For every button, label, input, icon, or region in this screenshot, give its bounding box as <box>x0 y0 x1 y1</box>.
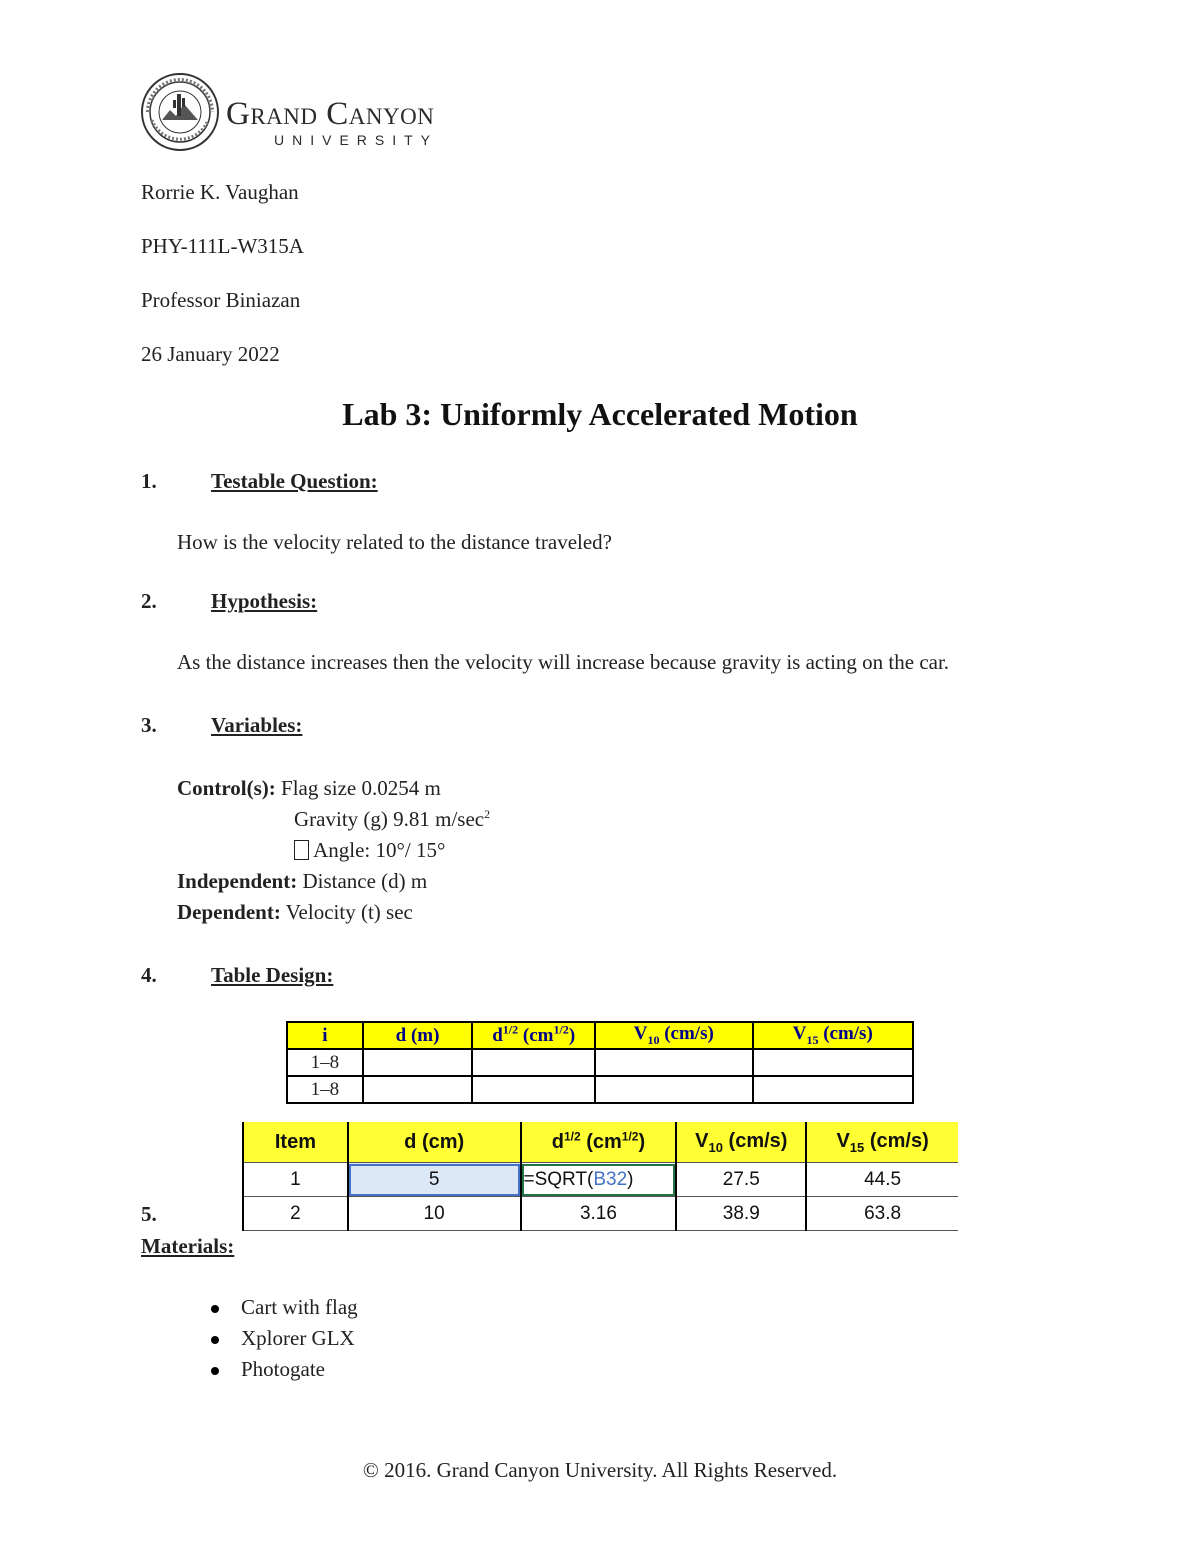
table-cell[interactable]: 44.5 <box>806 1163 958 1197</box>
section-5-number: 5. <box>141 1202 157 1226</box>
table-cell[interactable]: 3.16 <box>521 1197 677 1231</box>
table-cell[interactable]: 2 <box>243 1197 348 1231</box>
section-2-number: 2. <box>141 589 157 613</box>
table-cell <box>472 1076 595 1103</box>
dependent-label: Dependent: <box>177 900 281 924</box>
section-1-number: 1. <box>141 469 157 493</box>
logo-subtitle: UNIVERSITY <box>274 132 439 148</box>
table-cell <box>753 1049 914 1076</box>
missing-glyph-icon <box>294 840 309 860</box>
design-table <box>286 1021 914 1104</box>
selected-cell[interactable]: 5 <box>348 1163 521 1197</box>
formula-cell[interactable]: =SQRT(B32) <box>521 1163 677 1197</box>
independent-line <box>177 869 427 893</box>
university-seal-logo <box>140 72 220 152</box>
table-cell[interactable]: 63.8 <box>806 1197 958 1231</box>
gravity-exponent: 2 <box>484 807 491 821</box>
list-item: Xplorer GLX <box>211 1326 355 1350</box>
table-row <box>287 1049 913 1076</box>
header-v10: $V_{10}$ (cm/s) <box>676 1122 806 1163</box>
header-d-m: d (m) <box>363 1022 473 1049</box>
table-cell[interactable]: 1 <box>243 1163 348 1197</box>
section-5-heading: Materials: <box>141 1234 235 1258</box>
table-cell <box>595 1049 752 1076</box>
table-cell <box>595 1076 752 1103</box>
controls-label: Control(s): <box>177 776 276 800</box>
dependent-variable: Velocity (t) sec <box>285 900 413 924</box>
hypothesis-text: As the distance increases then the velocity will increase because gravity is acting on the car. <box>177 650 950 674</box>
author-name: Rorrie K. Vaughan <box>141 180 299 204</box>
dependent-line <box>177 900 413 924</box>
control-gravity: Gravity (g) 9.81 m/sec <box>294 807 485 831</box>
control-angle-line <box>294 838 445 862</box>
header-sqrt-d: $d^{1/2}$ $(cm^{1/2})$ <box>472 1022 595 1049</box>
header-v15: $V_{15}$ (cm/s) <box>806 1122 958 1163</box>
control-gravity-line <box>294 807 490 831</box>
testable-question-text: How is the velocity related to the distance traveled? <box>177 530 613 554</box>
header-v15: $V_{15}$ (cm/s) <box>753 1022 914 1049</box>
table-cell[interactable]: 27.5 <box>676 1163 806 1197</box>
design-table-header <box>287 1022 913 1049</box>
table-cell <box>753 1076 914 1103</box>
professor-name: Professor Biniazan <box>141 288 301 312</box>
control-angle: Angle: 10°/ 15° <box>309 838 446 862</box>
course-code: PHY-111L-W315A <box>141 234 304 258</box>
table-row <box>287 1076 913 1103</box>
logo-wordmark: Grand Canyon <box>226 96 435 132</box>
spreadsheet-header <box>243 1122 958 1163</box>
table-cell <box>472 1049 595 1076</box>
independent-label: Independent: <box>177 869 298 893</box>
section-1-heading: Testable Question: <box>211 469 378 493</box>
table-cell: 1–8 <box>287 1076 363 1103</box>
list-item: Photogate <box>211 1357 325 1381</box>
section-4-heading: Table Design: <box>211 963 334 987</box>
section-4-number: 4. <box>141 963 157 987</box>
controls-line <box>177 776 441 800</box>
table-cell: 1–8 <box>287 1049 363 1076</box>
header-sqrt-d: $d^{1/2}$ $(cm^{1/2})$ <box>521 1122 677 1163</box>
bullet-icon <box>211 1305 219 1313</box>
header-d-cm: d (cm) <box>348 1122 521 1163</box>
list-item: Cart with flag <box>211 1295 358 1319</box>
section-2-heading: Hypothesis: <box>211 589 318 613</box>
header-item: Item <box>243 1122 348 1163</box>
table-cell[interactable]: 10 <box>348 1197 521 1231</box>
table-cell[interactable]: 38.9 <box>676 1197 806 1231</box>
table-cell <box>363 1076 473 1103</box>
page-title: Lab 3: Uniformly Accelerated Motion <box>342 396 858 432</box>
report-date: 26 January 2022 <box>141 342 280 366</box>
independent-variable: Distance (d) m <box>302 869 428 893</box>
table-cell <box>363 1049 473 1076</box>
bullet-icon <box>211 1367 219 1375</box>
header-i: i <box>287 1022 363 1049</box>
control-flag-size: Flag size 0.0254 m <box>281 776 441 800</box>
table-row <box>243 1197 958 1231</box>
table-row <box>243 1163 958 1197</box>
bullet-icon <box>211 1336 219 1344</box>
spreadsheet-excerpt <box>242 1122 958 1231</box>
copyright-footer: © 2016. Grand Canyon University. All Rights Reserved. <box>362 1458 838 1482</box>
section-3-number: 3. <box>141 713 157 737</box>
header-v10: $V_{10}$ (cm/s) <box>595 1022 752 1049</box>
section-3-heading: Variables: <box>211 713 303 737</box>
